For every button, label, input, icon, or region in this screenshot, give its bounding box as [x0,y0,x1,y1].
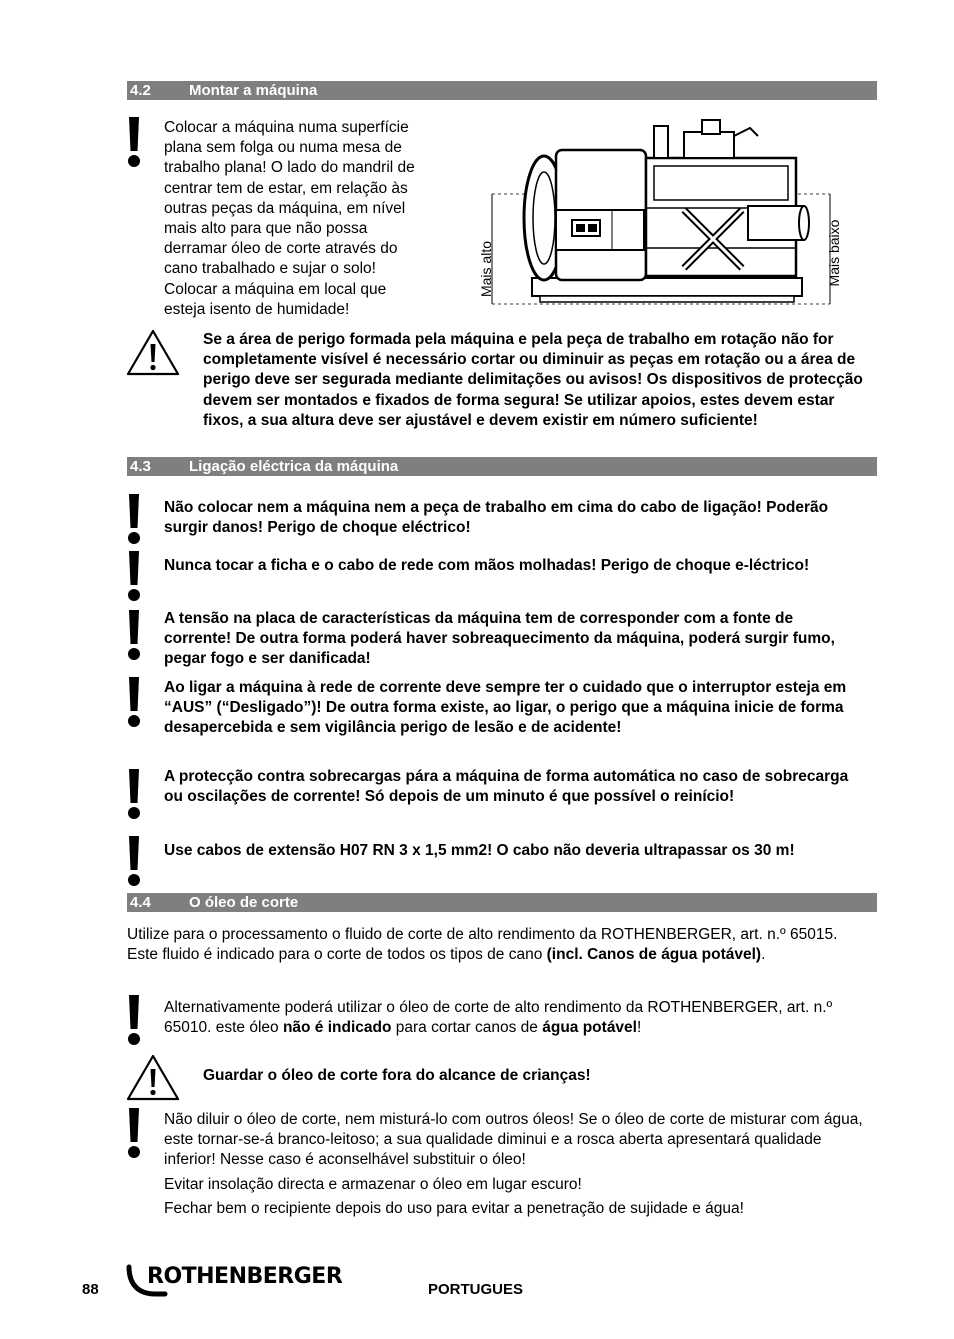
exclamation-icon [126,995,142,1047]
exclamation-icon [126,494,142,546]
label-lower: Mais baixo [826,219,842,287]
electrical-note-1: Não colocar nem a máquina nem a peça de trabalho em cima do cabo de ligação! Poderão surgir danos! Perigo de choque eléctrico! [164,499,829,537]
oil-dilution-note: Não diluir o óleo de corte, nem misturá-lo com outros óleos! Se o óleo de corte de misturar com água, este tornar-se-á branco-leitoso; a sua qualidade diminui e a rosca aberta apresentará qualidade inferior! Nesse caso é aconselhável substituir o óleo! [164,1111,863,1169]
alternative-oil-note: Alternativamente poderá utilizar o óleo de corte de alto rendimento da ROTHENBERGER, art. n.º 65010. este óleo não é indicado para cortar canos de água potável! [164,999,833,1037]
exclamation-icon [126,677,142,729]
rothenberger-logo [125,1263,360,1297]
exclamation-icon [126,610,142,662]
label-higher: Mais alto [478,240,494,298]
page-number: 88 [82,1281,99,1298]
section-title: O óleo de corte [189,894,299,911]
section-header-4-3 [127,457,877,476]
children-warning: Guardar o óleo de corte fora do alcance de crianças! [203,1067,591,1084]
mounting-note: Colocar a máquina numa superfície plana sem folga ou numa mesa de trabalho plana! O lado do mandril de centrar tem de estar, em relação às outras peças da máquina, em nível mais alto para que não possa derramar óleo de corte através do cano trabalhado e sujar o solo! Colocar a máquina em local que esteja isento de humidade! [164,119,415,318]
section-number: 4.4 [130,894,151,911]
logo-wordmark: ROTHENBERGER [147,1264,343,1289]
electrical-note-4: Ao ligar a máquina à rede de corrente deve sempre ter o cuidado que o interruptor esteja em “AUS” (“Desligado”)! De outra forma existe, ao ligar, o perigo que a máquina inicie de forma desapercebida e sem vigilância perigo de lesão e de acidente! [164,679,847,737]
section-header-4-4 [127,893,877,912]
oil-container-note: Fechar bem o recipiente depois do uso para evitar a penetração de sujidade e água! [164,1200,744,1217]
section-number: 4.3 [130,458,151,475]
machine-illustration [472,118,850,318]
warning-triangle-icon [126,328,180,376]
language-label: PORTUGUES [428,1281,524,1298]
exclamation-icon [126,836,142,888]
electrical-note-3: A tensão na placa de características da máquina tem de corresponder com a fonte de corrente! De outra forma poderá haver sobreaquecimento da máquina, poderá surgir fumo, pegar fogo e ser danificada! [164,610,835,668]
exclamation-icon [126,1108,142,1160]
electrical-note-6: Use cabos de extensão H07 RN 3 x 1,5 mm2! O cabo não deveria ultrapassar os 30 m! [164,842,795,859]
section-title: Montar a máquina [189,82,318,99]
exclamation-icon [126,769,142,821]
cutting-oil-intro: Utilize para o processamento o fluido de corte de alto rendimento da ROTHENBERGER, art. n.º 65015. Este fluido é indicado para o corte de todos os tipos de cano (incl. Canos de água potável). [127,926,838,964]
section-title: Ligação eléctrica da máquina [189,458,399,475]
electrical-note-2: Nunca tocar a ficha e o cabo de rede com mãos molhadas! Perigo de choque e-léctrico! [164,557,810,574]
exclamation-icon [126,551,142,603]
warning-triangle-icon [126,1053,180,1101]
oil-storage-note: Evitar insolação directa e armazenar o óleo em lugar escuro! [164,1176,582,1193]
exclamation-icon [126,117,142,169]
danger-area-warning: Se a área de perigo formada pela máquina e pela peça de trabalho em rotação não for completamente visível é necessário cortar ou diminuir as peças em rotação ou a área de perigo deve ser segurada mediante delimitações ou avisos! Os dispositivos de protecção devem ser montados e fixados de forma segura! Se utilizar apoios, estes devem estar fixos, a sua altura deve ser ajustável e devem existir em número suficiente! [203,331,863,429]
section-header-4-2 [127,81,877,100]
electrical-note-5: A protecção contra sobrecargas pára a máquina de forma automática no caso de sobrecarga ou oscilações de corrente! Só depois de um minuto é que possível o reinício! [164,768,849,806]
section-number: 4.2 [130,82,151,99]
